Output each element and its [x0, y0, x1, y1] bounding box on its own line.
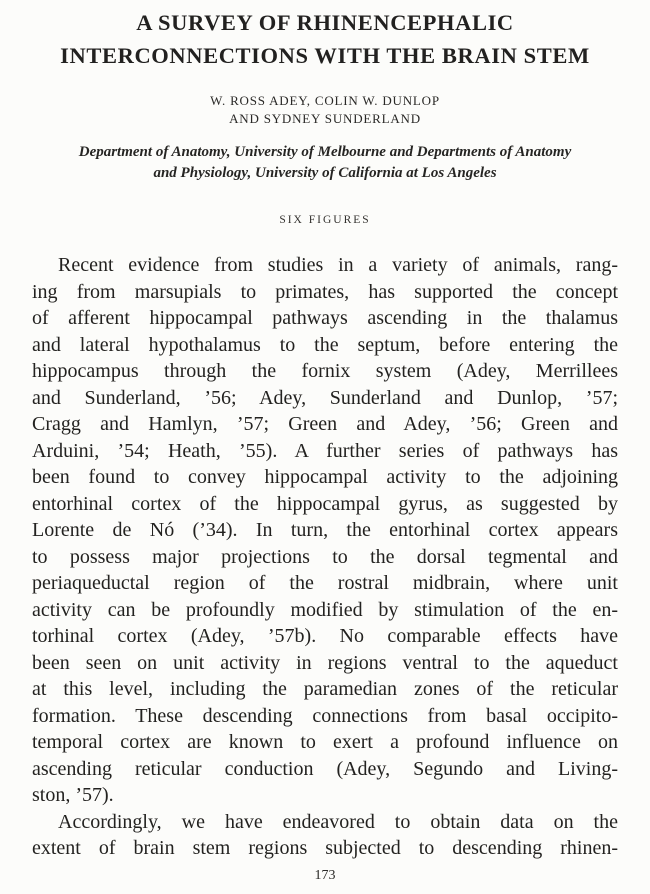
text-line: and Sunderland, ’56; Adey, Sunderland and Dunlop, ’57; [32, 386, 618, 409]
text-line: been found to convey hippocampal activity to the adjoining [32, 466, 618, 488]
text-line: formation. These descending connections from basal occipito- [32, 704, 618, 727]
affiliation-line-1: Department of Anatomy, University of Melbourne and Departments of Anatomy [78, 144, 572, 160]
text-line: Lorente de Nó (’34). In turn, the entorhinal cortex appears [32, 519, 618, 541]
page-number: 173 [314, 867, 336, 883]
paragraph-2 [32, 809, 618, 862]
text-line: to possess major projections to the dorsal tegmental and [32, 545, 618, 568]
text-line: of afferent hippocampal pathways ascending in the thalamus [32, 307, 618, 329]
text-line: Recent evidence from studies in a variety of animals, rang- [58, 254, 618, 276]
text-line: ston, ’57). [32, 784, 114, 806]
article-title [0, 6, 650, 72]
author-line-2: AND SYDNEY SUNDERLAND [229, 111, 421, 126]
affiliation [0, 142, 650, 184]
text-line: at this level, including the paramedian zones of the reticular [32, 678, 618, 700]
text-line: entorhinal cortex of the hippocampal gyrus, as suggested by [32, 492, 618, 515]
figures-note: SIX FIGURES [279, 214, 371, 226]
author-line-1: W. ROSS ADEY, COLIN W. DUNLOP [210, 93, 440, 108]
article-body [32, 252, 618, 862]
text-line: ing from marsupials to primates, has supported the concept [32, 280, 618, 303]
text-line: been seen on unit activity in regions ventral to the aqueduct [32, 651, 618, 674]
text-line: hippocampus through the fornix system (Adey, Merrillees [32, 360, 618, 382]
title-line-1: A SURVEY OF RHINENCEPHALIC [136, 10, 514, 35]
text-line: torhinal cortex (Adey, ’57b). No comparable effects have [32, 625, 618, 647]
text-line: and lateral hypothalamus to the septum, before entering the [32, 333, 618, 356]
text-line: activity can be profoundly modified by stimulation of the en- [32, 598, 618, 621]
author-list [0, 92, 650, 128]
affiliation-line-2: and Physiology, University of California at Los Angeles [153, 165, 497, 181]
paragraph-1 [32, 252, 618, 809]
text-line: Arduini, ’54; Heath, ’55). A further series of pathways has [32, 439, 618, 462]
text-line: Accordingly, we have endeavored to obtain data on the [58, 810, 618, 833]
text-line: temporal cortex are known to exert a profound influence on [32, 731, 618, 753]
text-line: extent of brain stem regions subjected to descending rhinen- [32, 837, 618, 859]
text-line: ascending reticular conduction (Adey, Segundo and Living- [32, 757, 618, 780]
text-line: Cragg and Hamlyn, ’57; Green and Adey, ’56; Green and [32, 413, 618, 435]
title-line-2: INTERCONNECTIONS WITH THE BRAIN STEM [60, 43, 590, 68]
text-line: periaqueductal region of the rostral midbrain, where unit [32, 572, 618, 594]
